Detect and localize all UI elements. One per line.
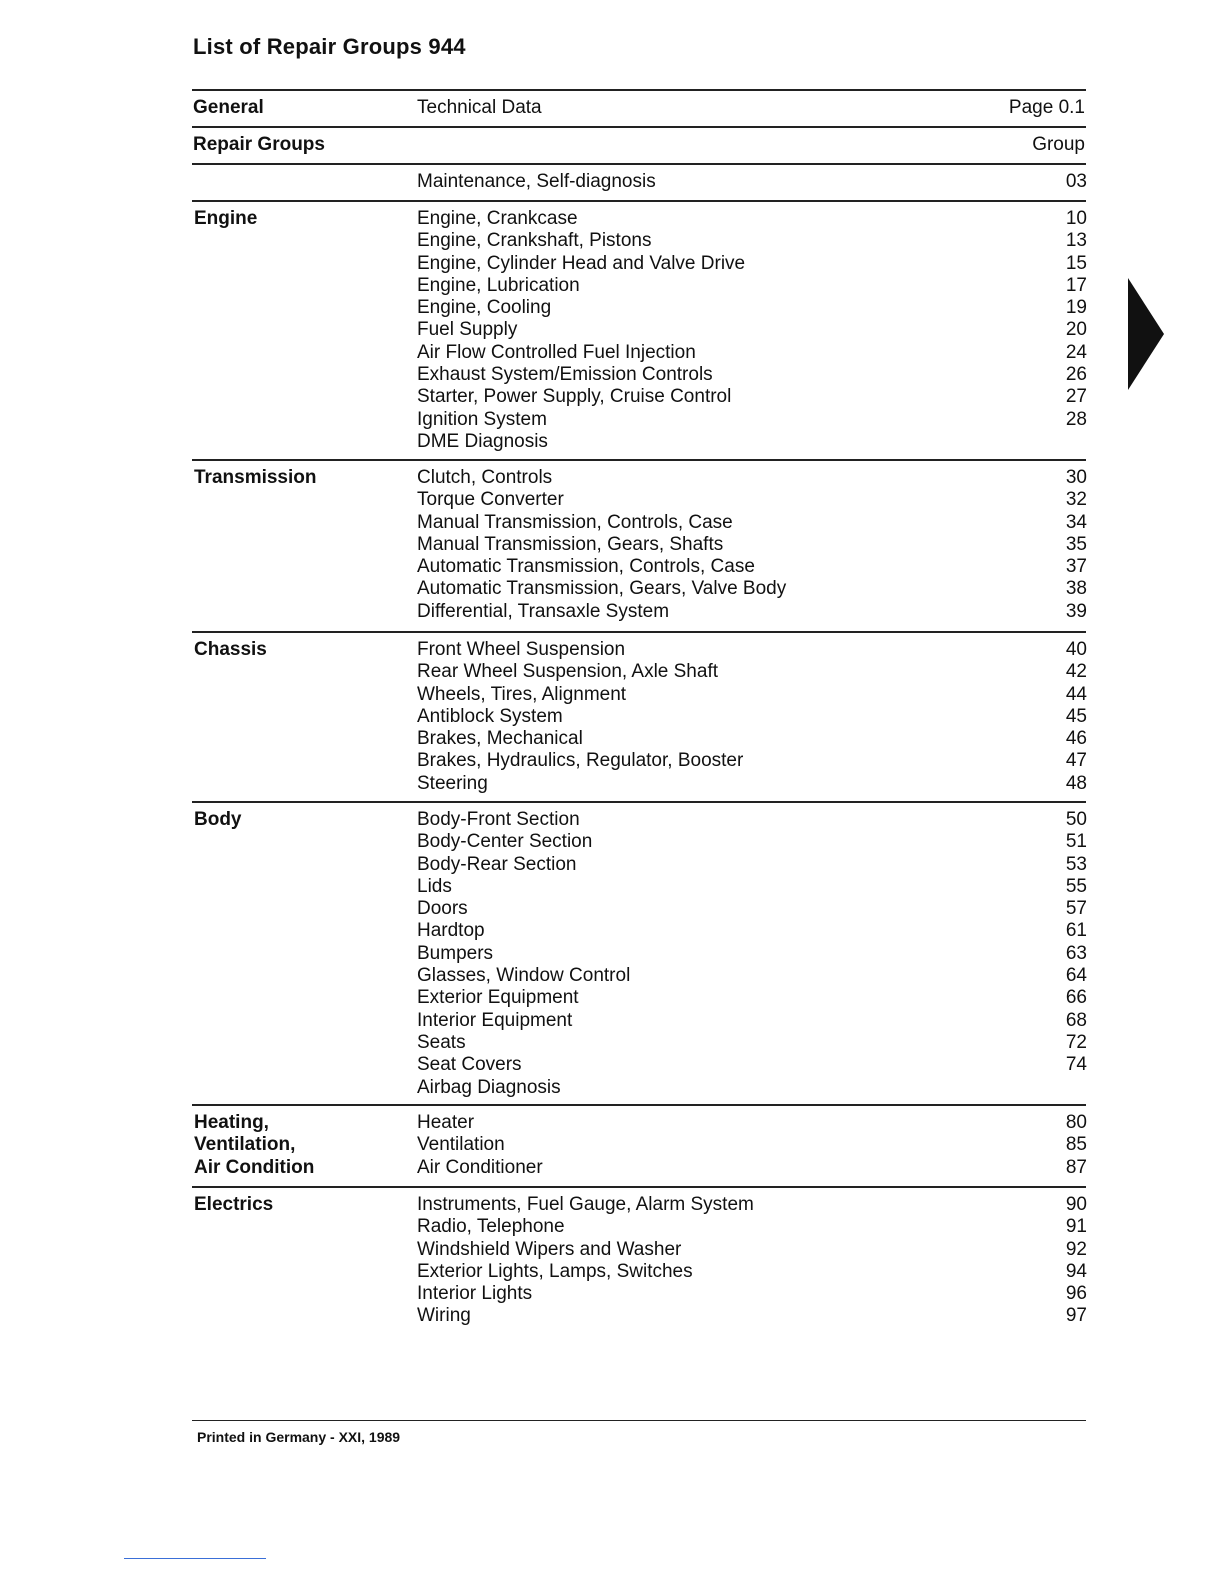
list-item[interactable]	[417, 965, 1087, 987]
item-group-number: 97	[1065, 1305, 1087, 1327]
item-label: Maintenance, Self-diagnosis	[417, 171, 656, 192]
list-item[interactable]	[417, 297, 1087, 319]
list-item[interactable]	[417, 831, 1087, 853]
item-group-number: 40	[1065, 639, 1087, 660]
item-group-number: 55	[1065, 875, 1087, 897]
item-label: Interior Lights	[417, 1283, 533, 1305]
item-group-number: 57	[1065, 898, 1087, 920]
item-group-number: 87	[1065, 1156, 1087, 1178]
section-items	[417, 1112, 1087, 1179]
general-label: General	[193, 97, 264, 118]
footer-divider	[192, 1420, 1086, 1421]
list-item[interactable]	[417, 409, 1087, 431]
item-label: Body-Rear Section	[417, 853, 577, 875]
list-item[interactable]	[417, 728, 1087, 750]
list-item[interactable]	[417, 943, 1087, 965]
item-label: Manual Transmission, Gears, Shafts	[417, 533, 724, 555]
list-item[interactable]	[417, 431, 1087, 453]
item-group-number: 13	[1065, 230, 1087, 252]
list-item[interactable]	[417, 489, 1087, 511]
list-item[interactable]	[417, 364, 1087, 386]
item-label: Body-Front Section	[417, 809, 580, 830]
item-group-number: 37	[1065, 556, 1087, 578]
item-group-number: 91	[1065, 1216, 1087, 1238]
list-item[interactable]	[417, 920, 1087, 942]
section-items	[417, 639, 1087, 795]
item-label: Front Wheel Suspension	[417, 639, 626, 660]
item-group-number: 63	[1065, 942, 1087, 964]
section-items	[417, 208, 1087, 453]
item-group-number: 26	[1065, 364, 1087, 386]
section-name: Engine	[194, 208, 258, 229]
item-group-number: 03	[1065, 171, 1087, 192]
list-item[interactable]	[417, 684, 1087, 706]
item-label: Airbag Diagnosis	[417, 1076, 561, 1098]
item-label: Automatic Transmission, Gears, Valve Body	[417, 578, 787, 600]
item-group-number: 61	[1065, 920, 1087, 942]
list-item[interactable]	[417, 534, 1087, 556]
footer-text: Printed in Germany - XXI, 1989	[197, 1429, 401, 1445]
item-label: Brakes, Hydraulics, Regulator, Booster	[417, 750, 744, 772]
item-label: Wiring	[417, 1305, 471, 1327]
list-item[interactable]	[417, 342, 1087, 364]
list-item[interactable]	[417, 1010, 1087, 1032]
item-group-number: 94	[1065, 1260, 1087, 1282]
item-group-number: 39	[1065, 600, 1087, 622]
divider	[192, 631, 1086, 633]
header-row-repair-groups	[0, 134, 1224, 158]
item-label: Lids	[417, 875, 452, 897]
next-page-arrow-icon[interactable]	[1128, 278, 1164, 390]
item-label: Exterior Equipment	[417, 987, 579, 1009]
item-label: Antiblock System	[417, 705, 563, 727]
item-label: Manual Transmission, Controls, Case	[417, 511, 733, 533]
item-label: Air Flow Controlled Fuel Injection	[417, 341, 696, 363]
list-item[interactable]	[417, 1305, 1087, 1327]
item-label: Heater	[417, 1112, 475, 1133]
list-item[interactable]	[417, 809, 1087, 831]
item-group-number: 85	[1065, 1134, 1087, 1156]
item-group-number: 90	[1065, 1194, 1087, 1215]
divider	[192, 1104, 1086, 1106]
list-item[interactable]	[417, 467, 1087, 489]
section-name: Chassis	[194, 639, 267, 660]
item-label: Air Conditioner	[417, 1156, 543, 1178]
list-item[interactable]	[417, 208, 1087, 230]
list-item[interactable]	[417, 987, 1087, 1009]
section-items	[417, 809, 1087, 1099]
list-item[interactable]	[417, 1216, 1087, 1238]
item-label: Windshield Wipers and Washer	[417, 1238, 682, 1260]
item-label: Engine, Cooling	[417, 297, 552, 319]
header-row-general	[0, 97, 1224, 121]
list-item[interactable]	[417, 1032, 1087, 1054]
item-group-number: 10	[1065, 208, 1087, 229]
item-label: Radio, Telephone	[417, 1216, 565, 1238]
item-group-number: 38	[1065, 578, 1087, 600]
item-label: Seat Covers	[417, 1054, 522, 1076]
list-item[interactable]	[417, 601, 1087, 623]
item-label: Bumpers	[417, 942, 494, 964]
list-item[interactable]	[417, 876, 1087, 898]
bottom-link-underline	[124, 1558, 266, 1559]
list-item[interactable]	[417, 773, 1087, 795]
item-group-number: 17	[1065, 274, 1087, 296]
item-group-number: 53	[1065, 853, 1087, 875]
item-label: Fuel Supply	[417, 319, 518, 341]
list-item[interactable]	[417, 854, 1087, 876]
list-item[interactable]	[417, 319, 1087, 341]
item-group-number: 48	[1065, 772, 1087, 794]
item-group-number: 24	[1065, 341, 1087, 363]
item-group-number: 34	[1065, 511, 1087, 533]
divider	[192, 801, 1086, 803]
list-item[interactable]	[417, 1283, 1087, 1305]
item-label: Engine, Cylinder Head and Valve Drive	[417, 252, 746, 274]
list-item[interactable]	[417, 1157, 1087, 1179]
item-label: Differential, Transaxle System	[417, 600, 670, 622]
item-group-number: 35	[1065, 533, 1087, 555]
page-number: Page 0.1	[1008, 97, 1085, 118]
item-label: DME Diagnosis	[417, 430, 548, 452]
list-item[interactable]	[417, 1077, 1087, 1099]
list-item[interactable]	[417, 1112, 1087, 1134]
list-item[interactable]	[417, 578, 1087, 600]
list-item[interactable]	[417, 1261, 1087, 1283]
item-group-number: 92	[1065, 1238, 1087, 1260]
item-group-number: 96	[1065, 1283, 1087, 1305]
item-label: Hardtop	[417, 920, 485, 942]
list-item[interactable]	[417, 171, 1087, 193]
item-group-number: 32	[1065, 489, 1087, 511]
item-group-number: 44	[1065, 683, 1087, 705]
item-label: Engine, Crankcase	[417, 208, 578, 229]
item-label: Doors	[417, 898, 468, 920]
item-group-number: 45	[1065, 705, 1087, 727]
list-item[interactable]	[417, 639, 1087, 661]
list-item[interactable]	[417, 230, 1087, 252]
item-label: Rear Wheel Suspension, Axle Shaft	[417, 661, 719, 683]
section-name: Transmission	[194, 467, 317, 488]
item-group-number: 19	[1065, 297, 1087, 319]
list-item[interactable]	[417, 556, 1087, 578]
item-group-number: 74	[1065, 1054, 1087, 1076]
item-group-number: 50	[1065, 809, 1087, 830]
item-label: Interior Equipment	[417, 1009, 573, 1031]
item-group-number: 66	[1065, 987, 1087, 1009]
item-label: Steering	[417, 772, 488, 794]
item-label: Exterior Lights, Lamps, Switches	[417, 1260, 693, 1282]
item-label: Instruments, Fuel Gauge, Alarm System	[417, 1194, 754, 1215]
section-name: Body	[194, 809, 242, 830]
item-group-number: 47	[1065, 750, 1087, 772]
section-items	[417, 1194, 1087, 1328]
list-item[interactable]	[417, 386, 1087, 408]
repair-groups-label: Repair Groups	[193, 134, 325, 155]
list-item[interactable]	[417, 1194, 1087, 1216]
item-label: Glasses, Window Control	[417, 965, 631, 987]
item-group-number: 15	[1065, 252, 1087, 274]
list-item[interactable]	[417, 750, 1087, 772]
list-item[interactable]	[417, 706, 1087, 728]
section-items	[417, 171, 1087, 193]
item-label: Torque Converter	[417, 489, 564, 511]
item-label: Engine, Lubrication	[417, 274, 580, 296]
section-name: Electrics	[194, 1194, 274, 1215]
list-item[interactable]	[417, 898, 1087, 920]
item-group-number: 51	[1065, 831, 1087, 853]
technical-data-label: Technical Data	[417, 97, 542, 118]
item-group-number: 27	[1065, 386, 1087, 408]
item-label: Starter, Power Supply, Cruise Control	[417, 386, 732, 408]
section-name: Heating, Ventilation, Air Condition	[194, 1112, 315, 1178]
item-label: Ventilation	[417, 1134, 505, 1156]
item-group-number: 46	[1065, 728, 1087, 750]
list-item[interactable]	[417, 661, 1087, 683]
item-group-number: 20	[1065, 319, 1087, 341]
item-label: Exhaust System/Emission Controls	[417, 364, 713, 386]
item-label: Brakes, Mechanical	[417, 728, 583, 750]
item-label: Seats	[417, 1031, 466, 1053]
item-group-number: 80	[1065, 1112, 1087, 1133]
item-label: Automatic Transmission, Controls, Case	[417, 556, 755, 578]
item-label: Ignition System	[417, 408, 547, 430]
section-items	[417, 467, 1087, 623]
list-item[interactable]	[417, 275, 1087, 297]
divider	[192, 126, 1086, 128]
divider	[192, 459, 1086, 461]
item-group-number: 30	[1065, 467, 1087, 488]
item-label: Body-Center Section	[417, 831, 593, 853]
list-item[interactable]	[417, 1134, 1087, 1156]
divider	[192, 163, 1086, 165]
group-column-label: Group	[1032, 134, 1085, 155]
list-item[interactable]	[417, 1054, 1087, 1076]
page-title: List of Repair Groups 944	[193, 34, 466, 59]
divider	[192, 1186, 1086, 1188]
list-item[interactable]	[417, 1239, 1087, 1261]
item-group-number: 64	[1065, 965, 1087, 987]
item-group-number: 42	[1065, 661, 1087, 683]
item-group-number: 68	[1065, 1009, 1087, 1031]
item-group-number: 28	[1065, 408, 1087, 430]
divider	[192, 89, 1086, 91]
divider	[192, 200, 1086, 202]
item-label: Engine, Crankshaft, Pistons	[417, 230, 652, 252]
list-item[interactable]	[417, 512, 1087, 534]
item-label: Wheels, Tires, Alignment	[417, 683, 627, 705]
list-item[interactable]	[417, 253, 1087, 275]
item-label: Clutch, Controls	[417, 467, 553, 488]
item-group-number: 72	[1065, 1031, 1087, 1053]
